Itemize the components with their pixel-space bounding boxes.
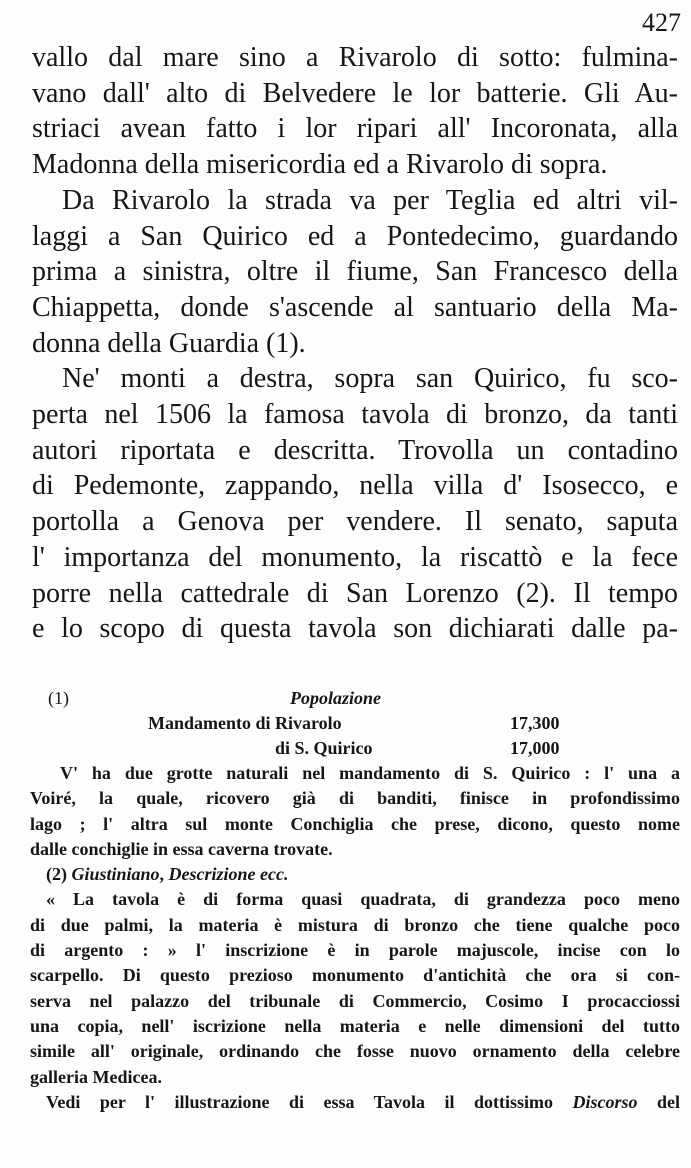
page-number: 427 [642, 8, 681, 37]
text-line: striaci avean fatto i lor ripari all' Incoronata, alla [32, 113, 678, 145]
footnote-marker: (1) [48, 688, 69, 708]
paragraph-2 [32, 183, 678, 362]
text-line: Ne' monti a destra, sopra san Quirico, fu sco- [62, 363, 678, 395]
footnote-text: Vedi per l' illustrazione di essa Tavola il dottissimo [46, 1091, 553, 1112]
population-value: 17,300 [510, 713, 560, 733]
text-line: e lo scopo di questa tavola son dichiarati dalle pa- [32, 613, 678, 645]
footnote-final-line [30, 1090, 680, 1115]
footnote-title: Popolazione [290, 688, 382, 708]
text-line: vallo dal mare sino a Rivarolo di sotto: fulmina- [32, 42, 678, 73]
paragraph-1 [32, 40, 678, 183]
footnote-text: del [657, 1091, 681, 1112]
text-line: portolla a Genova per vendere. Il senato, saputa [32, 506, 678, 538]
text-line: vano dall' alto di Belvedere le lor batterie. Gli Au- [32, 77, 678, 109]
footnote-2-header: (2) Giustiniano, Descrizione ecc. [46, 864, 289, 885]
source-title: Descrizione ecc. [168, 864, 289, 885]
text-line: l' importanza del monumento, la riscattò e la fece [32, 541, 678, 573]
footnote-1-header [30, 686, 680, 711]
footnote-text-line: di due palmi, la materia è mistura di bronzo che tiene qualche poco [30, 914, 680, 935]
population-value: 17,000 [510, 738, 560, 758]
footnote-text-line: scarpello. Di questo prezioso monumento d'antichità che ora si con- [30, 965, 680, 986]
text-line: perta nel 1506 la famosa tavola di bronzo, da tanti [32, 399, 678, 431]
text-line: di Pedemonte, zappando, nella villa d' Isosecco, e [32, 470, 678, 502]
paragraph-3 [32, 361, 678, 647]
footnote-text-line: simile all' originale, ordinando che fosse nuovo ornamento della celebre [30, 1041, 680, 1062]
footnote-text-line: dalle conchiglie in essa caverna trovate. [30, 838, 333, 859]
footnote-marker: (2) [46, 864, 67, 885]
text-line: Da Rivarolo la strada va per Teglia ed altri vil- [62, 184, 678, 216]
footnote-text-line: una copia, nell' iscrizione nella materia e nelle dimensioni del tutto [30, 1015, 680, 1036]
footnote-text-line: V' ha due grotte naturali nel mandamento di S. Quirico : l' una a [60, 763, 680, 783]
text-line: Madonna della misericordia ed a Rivarolo di sopra. [32, 149, 608, 181]
population-label: Mandamento di Rivarolo [148, 713, 342, 733]
source-author: Giustiniano [71, 864, 160, 885]
population-row [30, 736, 680, 761]
footnote-text-line: « La tavola è di forma quasi quadrata, di grandezza poco meno [46, 889, 680, 910]
text-line: autori riportata e descritta. Trovolla un contadino [32, 434, 678, 466]
population-label: di S. Quirico [275, 738, 373, 758]
text-line: prima a sinistra, oltre il fiume, San Francesco della [32, 256, 678, 288]
text-line: porre nella cattedrale di San Lorenzo (2). Il tempo [32, 577, 678, 609]
footnote-text-line: di argento : » l' inscrizione è in parole majuscole, incise con lo [30, 940, 680, 961]
text-line: laggi a San Quirico ed a Pontedecimo, guardando [32, 220, 678, 252]
text-line: donna della Guardia (1). [32, 327, 306, 359]
main-text [32, 40, 678, 647]
footnote-text-line: galleria Medicea. [30, 1066, 162, 1087]
text-line: Chiappetta, donde s'ascende al santuario della Ma- [32, 291, 678, 323]
population-row [30, 711, 680, 736]
footnote-text-line: lago ; l' altra sul monte Conchiglia che prese, dicono, questo nome [30, 813, 680, 834]
work-title: Discorso [572, 1091, 638, 1112]
footnote-text-line: serva nel palazzo del tribunale di Commercio, Cosimo I procacciossi [30, 990, 680, 1011]
footnote-text-line: Voiré, la quale, ricovero già di banditi, finisce in profondissimo [30, 788, 680, 809]
footnotes [30, 686, 680, 1115]
